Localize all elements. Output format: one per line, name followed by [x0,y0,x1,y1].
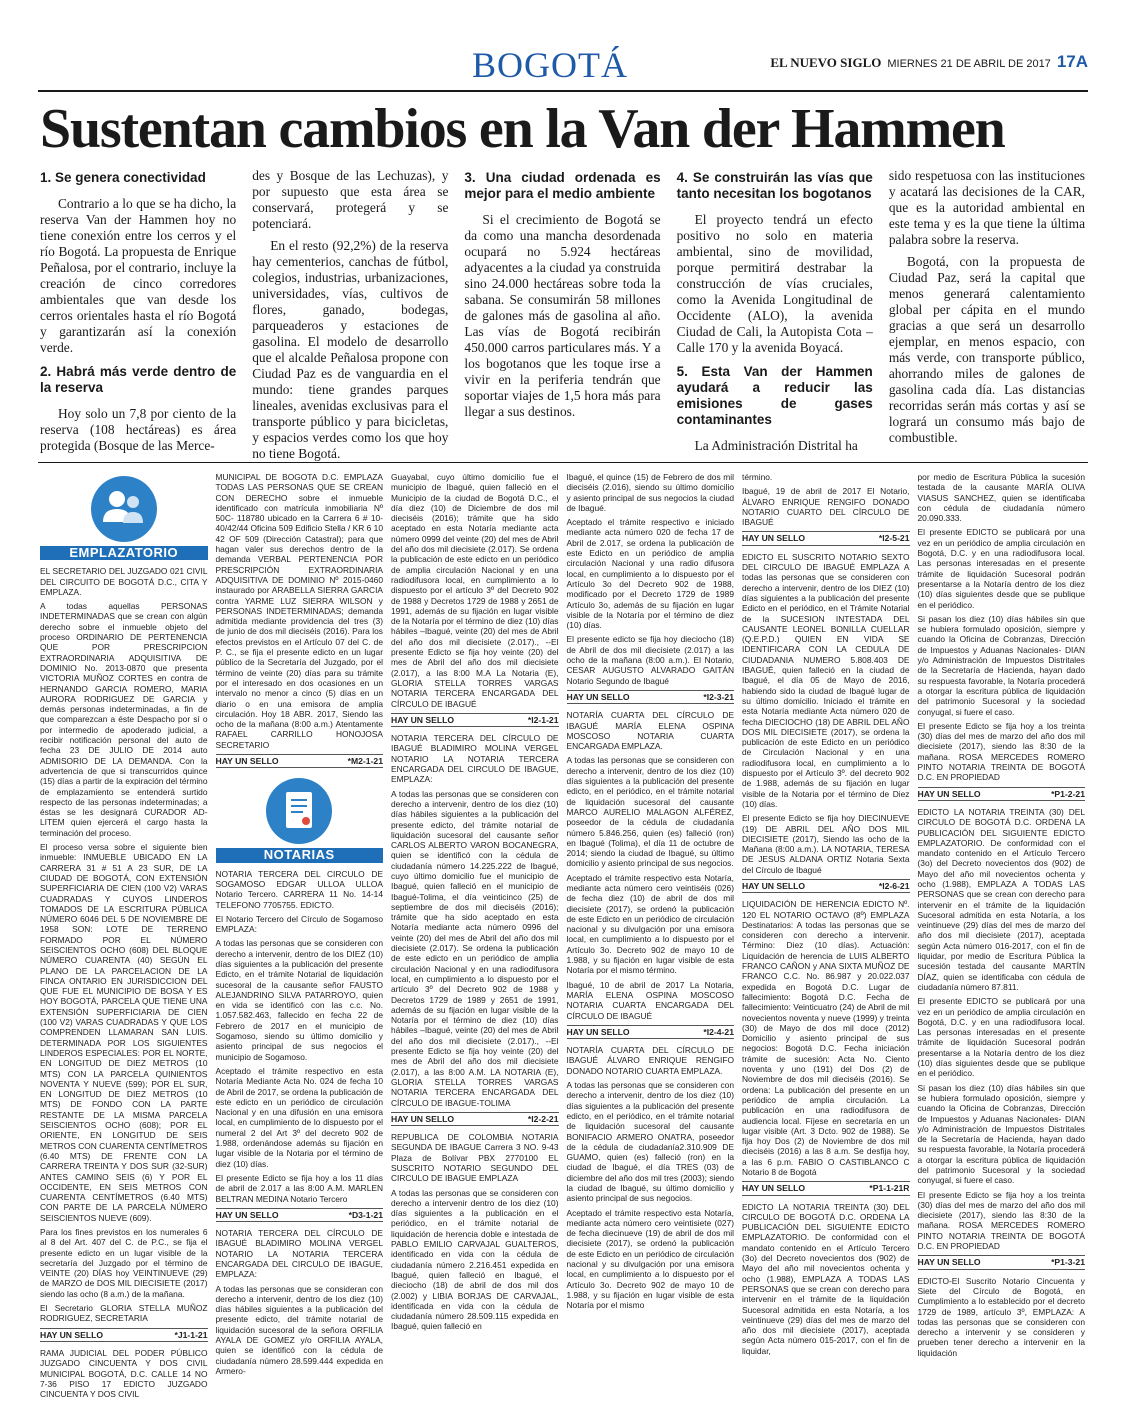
notice-text: NOTARÍA CUARTA DEL CÍRCULO DE IBAGUÉ ÁLVARO ENRIQUE RENGIFO DONADO NOTARIO CUARTA EMPLAZA. [566,1045,734,1076]
notice-text: NOTARIA TERCERA DEL CÍRCULO DE IBAGUÉ BLADIMIRO MOLINA VERGEL NOTARIO LA NOTARIA TERCERA ENCARGADA DEL CIRCULO DE IBAGUE, EMPLAZA: [215,1228,383,1280]
notice-text: A todas las personas que se consideren con derecho a intervenir dentro de los diez (10) días siguientes a la publicación en el periódico, en el trámite notarial de liquidación de herencia doble e intestada de PABLO EMILIO CARVAJAL GUALTEROS, identificado en vida con la cédula de ciudadanía número 2.216.451 expedida en Ibagué, quien falleció en Ibagué, el dieciocho (18) de abril de dos mil dos (2.002) y LIBIA BORJAS DE CARVAJAL, identificada en vida con la cédula de ciudadanía número 28.509.115 expedida en Ibagué, quien falleció en [391,1187,559,1332]
notice-text: NOTARIA TERCERA DEL CÍRCULO DE IBAGUÉ BLADIMIRO MOLINA VERGEL NOTARIO LA NOTARIA TERCERA ENCARGADA DEL CIRCULO DE IBAGUE, EMPLAZA: [391,733,559,785]
notice-text: Si pasan los diez (10) días hábiles sin que se hubiera formulado oposición, siempre y cuando la Oficina de Cobranzas, Dirección de Impuestos y Aduanas Nacionales- DIAN y/o Administración de Impuestos Distritales de la Secretaría de Hacienda, hayan dado su respuesta favorable, la Notaría procederá a otorgar la escritura pública de liquidación del patrimonio Sucesoral y la sociedad conyugal, si fuere el caso. [917,613,1085,717]
notice-text: A todas las personas que se consideren con derecho a intervenir, dentro de los diez (10) días hábiles siguientes a la publicación del presente edicto, del trámite notarial de liquidación sucesoral del causante señor CARLOS ALBERTO VARON BOCANEGRA, quien se identificó con la cédula de ciudadanía número 14.225.222 de Ibagué, cuyo último domicilio fue el municipio de Ibagué, quien falleció en el municipio de Ibagué-Tolima, el día veinticinco (25) de septiembre de dos mil dieciséis (2016); trámite que ha sido aceptado en esta Notaría mediante acta número 0996 del veinte (20) del mes de Abril del año dos mil diecisiete (2.017). Se ordena la publicación de este edicto en un periódico de amplia circulación Nacional y en una radiodifusora local, en cumplimiento a lo dispuesto por el artículo 3º del Decreto 902 de 1988 y Decretos 1729 de 1989 y 2651 de 1991, además de su fijación en lugar visible de la Notaría por el término de diez (10) días hábiles –Ibagué, veinte (20) del mes de Abril del año dos mil diecisiete (2.017)., --El presente Edicto se fija hoy veinte (20) del mes de Abril del año dos mil diecisiete (2.017), a las 8:00 A.M. LA NOTARIA (E), GLORIA STELLA TORRES VARGAS NOTARIA TERCERA ENCARGADA DEL CÍRCULO DE IBAGUE-TOLIMA [391,788,559,1108]
notice-code: *M2-1-21 [347,756,383,767]
notice-text: NOTARIA TERCERA DEL CIRCULO DE SOGAMOSO EDGAR ULLOA ULLOA Notario Tercero. CARRERA 11 No. 14-14 TELEFONO 7705755. EDICTO. [215,868,383,910]
section-title: BOGOTÁ [472,45,628,85]
notice-text: Ibagué, el quince (15) de Febrero de dos mil dieciséis (2.016), siendo su último domicilio y asiento principal de sus negocios la ciudad de Ibagué. [566,472,734,513]
emplazatorio-badge [40,472,208,560]
notice-code: *P1-1-21R [869,1183,910,1194]
notice-text: LIQUIDACIÓN DE HERENCIA EDICTO Nº. 120 EL NOTARIO OCTAVO (8º) EMPLAZA Destinatarios: A todas las personas que se consideren con derecho a intervenir. Término: Diez (10 días). Actuación: Liquidación de herencia de LUIS ALBERTO FRANCO CAÑON y ANA SIXTA MUÑOZ DE FRANCO C.C. No. 86.987 y 20.022.037 expedida en Bogotá D.C. Lugar de fallecimiento: Bogotá D.C. Fecha de fallecimiento: Veinticuatro (24) de Abril de mil novecientos noventa y nueve (1999) y treinta (30) de Mayo de dos mil doce (2012) Domicilio y asiento principal de sus negocios: Bogotá D.C. Fecha iniciación trámite de sucesión: Acta No. Ciento noventa y uno (191) del Dos (2) de Noviembre de dos mil dieciséis (2016). Se ordena: La publicación del presente en un periódico de amplia circulación. La publicación en una radiodifusora de audiencia local. Fíjese en secretaría en un lugar visible (Art. 3 Dcto. 902 de 1988). Se fija hoy Dos (2) de Noviembre de dos mil dieciséis (2016) a las 8 a.m. Se desfija hoy, a las 6 p.m. FABIO O CASTIBLANCO C Notario 8 de Bogotá [742,899,910,1177]
badge-label: EMPLAZATORIO [40,546,208,560]
paragraph: La Administración Distrital ha [694,438,858,453]
notices-column-3 [391,472,559,1400]
issue-date: MIERNES 21 DE ABRIL DE 2017 [887,58,1051,70]
headline: Sustentan cambios en la Van der Hammen [40,98,1005,160]
subhead: 2. Habrá más verde dentro de la reserva [40,364,237,395]
seal-line [742,1181,910,1195]
notice-text: RAMA JUDICIAL DEL PODER PÚBLICO JUZGADO CINCUENTA Y DOS CIVIL MUNICIPAL BOGOTÁ, D.C. CALLE 14 NO 7-36 PISO 17 EDICTO JUZGADO CINCUENTA Y DOS CIVIL [40,1347,208,1400]
legal-notices [40,472,1085,1400]
notice-code: *P1-2-21 [1051,788,1085,799]
notice-text: Para los fines previstos en los numerales 6 al 8 del Art. 407 del C. de P.C., se fija el presente edicto en un lugar visible de la secretaría del Juzgado por el término de VEINTE (20) DÍAS hoy VEINTINUEVE (29) de MARZO de DOS MIL DIECISIETE (2017) siendo las ocho (8 a.m.) de la mañana. [40,1227,208,1299]
seal-label: HAY UN SELLO [742,880,806,891]
notice-text: A todas las personas que se consideran con derecho a intervenir, dentro de los diez (10) días hábiles siguientes a la publicación del presente edicto, del trámite notarial de liquidación sucesoral de la señora ORFILIA AYALA DE GOMEZ y/o ORFILIA AYALA, quien se identificó con la cédula de ciudadanía número 28.599.444 expedida en Armero- [215,1283,383,1376]
notice-code: *I2-1-21 [527,714,559,725]
subhead: 3. Una ciudad ordenada es mejor para el medio ambiente [464,170,661,201]
seal-line [742,531,910,545]
notice-text: El Notario Tercero del Círculo de Sogamoso EMPLAZA: [215,913,383,935]
notice-text: A todas las personas que se consideren con derecho a intervenir, dentro de los diez (10) días siguientes a la publicación del presente edicto, en el periódico, en el trámite notarial de liquidación sucesoral del causante BONIFACIO ARMERO ONATRA, poseedor de la cédula de ciudadanía2.310.909 DE GUAMO, quien (es) falleció (ron) en la ciudad de Ibagué, el día TRES (03) de diciembre del año dos mil tres (2003); siendo la ciudad de Ibagué, su último domicilio y asiento principal de sus negocios. [566,1080,734,1204]
people-icon [91,476,157,542]
notice-code: *I2-4-21 [703,1026,734,1037]
notice-text: término. [742,472,773,482]
notice-code: *I2-2-21 [527,1113,559,1124]
article-body [40,168,1086,461]
seal-label: HAY UN SELLO [917,1257,981,1268]
notice-code: *P1-3-21 [1051,1257,1085,1268]
notice-code: *I2-3-21 [703,691,734,702]
seal-label: HAY UN SELLO [742,1183,806,1194]
notices-column-6 [918,472,1086,1400]
notice-text: REPUBLICA DE COLOMBIA NOTARIA SEGUNDA DE IBAGUE Carrera 3 NO. 9-43 Plaza de Bolívar PBX 2770100 EL SUSCRITO NOTARIO SEGUNDO DEL CIRCULO DE IBAGUE EMPLAZA [391,1132,559,1184]
paragraph: Hoy solo un 7,8 por ciento de la reserva (108 hectáreas) es área protegida (Bosque de las Merce- [40,406,237,453]
masthead [38,44,1088,88]
notice-text: El Secretario GLORIA STELLA MUÑOZ RODRIGUEZ, SECRETARIA [40,1303,208,1324]
seal-line [391,1112,559,1126]
notice-text: El presente Edicto se fija hoy a los treinta (30) días del mes de marzo del año dos mil diecisiete (2017), siendo las 8:30 de la mañana. ROSA MERCEDES ROMERO PINTO NOTARIA TREINTA DE BOGOTÁ D.C. EN PROPIEDAD [917,720,1085,783]
notice-code: *D3-1-21 [348,1209,383,1220]
notices-column-4 [567,472,735,1400]
paragraph: Si el crecimiento de Bogotá se da como una mancha desordenada ocupará no 5.924 hectáreas adyacentes a la ciudad ya construida sino 24.000 hectáreas sobre toda la sabana. Se consumirán 58 millones de galones más de gasolina al año. Las vías de Bogotá recibirán 450.000 carros particulares más. Y a los bogotanos que les toque irse a vivir en la periferia tendrán que soportar viajes de 1,5 hora más para llegar a sus destinos. [464,212,661,419]
notice-text: NOTARÍA CUARTA DEL CÍRCULO DE IBAGUÉ MARÍA ELENA OSPINA MOSCOSO NOTARIA CUARTA ENCARGADA EMPLAZA. [566,710,734,752]
paragraph: des y Bosque de las Lechuzas), y por supuesto que esta área se conservará, protegerá y se potenciará. [252,168,449,231]
badge-label: NOTARIAS [216,848,384,862]
notices-column-2 [216,472,384,1400]
badge-art [216,774,384,848]
seal-label: HAY UN SELLO [215,1209,279,1220]
paragraph: Bogotá, con la propuesta de Ciudad Paz, será la capital que menos generará calentamiento global per cápita en el mundo gracias a que será un desarrollo ejemplar, en menos espacio, con más verde, con transporte público, ahorrando miles de galones de gasolina cada día. Las distancias recorridas serán más cortas y así se logrará un consumo más bajo de combustible. [888,254,1086,445]
notice-text: El presente EDICTO se publicará por una vez en un periódico de amplia circulación en Bogotá, D.C. y en una radiodifusora local. Las personas interesadas en el presente trámite de liquidación Sucesoral podrán presentarse a la Notaría dentro de los diez (10) días siguientes desde que se publique en el periódico. [917,527,1085,610]
notice-text: Aceptado el trámite respectivo en esta Notaría Mediante Acta No. 024 de fecha 10 de Abril de 2017, se ordena la publicación de este edicto en un periódico de circulación Nacional y en una difusión en una emisora local, en cumplimiento de lo dispuesto por el numeral 2 del Art 3º del decreto 902 de 1.988, ordenándose además su fijación en lugar visible de la Notaria por el término de diez (10) días. [215,1065,383,1169]
notice-code: *J1-1-21 [174,1329,208,1340]
badge-art [40,472,208,546]
seal-line [216,754,384,768]
seal-label: HAY UN SELLO [40,1329,104,1340]
subhead: 1. Se genera conectividad [40,170,206,185]
seal-line [918,1255,1086,1269]
paragraph: Contrario a lo que se ha dicho, la reserva Van der Hammen hoy no tiene conexión entre los cerros y el río Bogotá. La propuesta de Enrique Peñalosa, por el contrario, incluye la creación de cinco corredores ambientales que van desde los cerros orientales hasta el río Bogotá y garantizarán así la conexión verde. [40,196,237,355]
seal-label: HAY UN SELLO [566,1026,630,1037]
notice-text: EDICTO EL SUSCRITO NOTARIO SEXTO DEL CIRCULO DE IBAGUÉ EMPLAZA A todas las personas que se consideren con derecho a intervenir, dentro de los DIEZ (10) días siguientes a la publicación del presente Edicto en el periódico, en el Trámite Notarial de la SUCESION INTESTADA DEL CAUSANTE LEONEL BONILLA CUELLAR (Q.E.P.D.) QUIEN EN VIDA SE IDENTIFICARA CON LA CEDULA DE CIUDADANIA NUMERO 5.808.403 DE IBAGUÉ, quien falleció en la ciudad de Ibagué, el día 05 de Mayo de 2016, habiendo sido la ciudad de Ibagué lugar de su último domicilio. Iniciado el trámite en esta Notaría mediante Acta número 020 de fecha DIECIOCHO (18) DE ABRIL DEL AÑO DOS MIL DIECISIETE (2017), se ordena la publicación de este Edicto en un periódico de Circulación Nacional y en una radiodifusora local, en cumplimiento a lo dispuesto por el Artículo 3º. del decreto 902 de 1.988, además de su fijación en lugar visible de la Notaria por el término de Diez (10) días. [742,551,910,809]
paragraph: En el resto (92,2%) de la reserva hay cementerios, canchas de fútbol, colegios, industrias, urbanizaciones, universidades, vías, cultivos de flores, ganado, bodegas, parqueaderos y estaciones de gasolina. El modelo de desarrollo que el alcalde Peñalosa propone con Ciudad Paz es de vanguardia en el mundo: tiene grandes parques lineales, avenidas exclusivas para el transporte público y para bicicletas, y espacios verdes como los que hoy no tiene Bogotá. [252,238,449,461]
notice-text: Ibagué, 10 de abril de 2017 La Notaria, MARÍA ELENA OSPINA MOSCOSO NOTARIA CUARTA ENCARGADA DEL CÍRCULO DE IBAGUÉ [566,979,734,1021]
notice-text: por medio de Escritura Pública la sucesión testada de la causante MARÍA OLIVA VIASUS SANCHEZ, quien se identificaba con cédula de ciudadanía número 20.090.333. [917,472,1085,524]
notice-text: A todas aquellas PERSONAS INDETERMINADAS que se crean con algún derecho sobre el inmueble objeto del proceso ORDINARIO DE PERTENENCIA QUE POR PRESCRIPCION EXTRAORDINARIA ADQUISITIVA DE DOMINIO No. 2013-0870 que presenta VICTORIA MUÑOZ CORTES en contra de HERNANDO GARCIA ROMERO, MARIA AURORA RODRIGUEZ DE GARCIA y demás personas indeterminadas, a fin de que comparezcan a éste Despacho por sí o por intermedio de apoderado judicial, a recibir notificación personal del auto de fecha 23 DE JULIO DE 2014 auto ADMISORIO DE LA DEMANDA. Con la advertencia de que si transcurridos quince (15) días a partir de la expiración del término de emplazamiento se entenderá surtido respecto de las personas indeterminadas; a éstas se les designará CURADOR AD-LITEM quien ejercerá el cargo hasta la terminación del proceso. [40,601,208,838]
notice-text: EDICTO-El Suscrito Notario Cincuenta y Siete del Círculo de Bogotá, en Cumplimiento a lo establecido por el decreto 1729 de 1989, artículo 3º, EMPLAZA: A todas las personas que se consideren con derecho a intervenir y se consideren y prueben tener derecho a intervenir en la liquidación [917,1275,1085,1358]
notice-text: Guayabal, cuyo último domicilio fue el municipio de Ibagué, quien falleció en el Municipio de la ciudad de Bogotá D.C., el día diez (10) de Diciembre de dos mil dieciséis (2016); trámite que ha sido aceptado en esta Notaría mediante acta número 0999 del veinte (20) del mes de Abril del año dos mil diecisiete (2.017). Se ordena la publicación de este edicto en un periódico de amplia circulación Nacional y en una radiodifusora local, en cumplimiento a lo dispuesto por el artículo 3º del Decreto 902 de 1988 y Decretos 1729 de 1988 y 2651 de 1991, además de su fijación en lugar visible de la Notaría por el término de diez (10) días hábiles –Ibagué, veinte (20) del mes de Abril del año dos mil diecisiete (2.017)., --El presente Edicto se fija hoy veinte (20) del mes de Abril del año dos mil diecisiete (2.017), a las 8:00 M.A La Notaria (E), GLORIA STELLA TORRES VARGAS NOTARIA TERCERA ENCARGADA DEL CÍRCULO DE IBAGUÉ [391,472,559,709]
notice-text: El presente Edicto se fija hoy a los 11 días de abril de 2.017 a las 8:00 A.M. MARLEN BELTRAN MEDINA Notario Tercero [215,1172,383,1204]
notice-text: MUNICIPAL DE BOGOTA D.C. EMPLAZA TODAS LAS PERSONAS QUE SE CREAN CON DERECHO sobre el inmueble identificado con matrícula inmobiliaria Nº 50C- 118780 ubicado en la Carrera 6 # 10-40/42/44 Oficina 509 Edificio Stella / KR 6 10 42 OF 509 (Dirección Catastral); para que hagan valer sus derechos dentro de la demanda VERBAL PERTENENCIA POR PRESCRIPCIÓN EXTRAORDINARIA ADQUISITIVA DE DOMINIO Nº 2015-0460 instaurado por ARABELLA SIERRA GARCIA contra YARME LUZ SIERRA WILSON y PERSONAS INDETERMINADAS; demanda admitida mediante providencia del tres (3) de junio de dos mil dieciséis (2016). Para los efectos previstos en el Artículo 07 del C. de P. C., se fija el presente edicto en un lugar público de la Secretaría del Juzgado, por el término de veinte (20) días para su trámite por el interesado en dos ocasiones en un intervalo no menor a cinco (5) días en un diario o en una emisora de amplia circulación. Hoy 18 ABR. 2017, Siendo las ocho de la mañana (8:00 a.m.) Atentamente RAFAEL CARRILLO HONOJOSA SECRETARIO [215,472,383,750]
section-divider [38,462,1088,463]
paragraph: El proyecto tendrá un efecto positivo no solo en materia ambiental, sino de movilidad, porque permitirá destrabar la construcción de vías cruciales, como la Avenida Longitudinal de Occidente (ALO), la avenida Ciudad de Cali, la Autopista Cota – Calle 170 y la avenida Boyacá. [676,212,873,355]
seal-label: HAY UN SELLO [742,533,806,544]
paper-info [770,52,1088,72]
notice-text: Aceptado el trámite respectivo esta Notaría, mediante acta número cero veintisiete (027) de fecha diecinueve (19) de abril de dos mil diecisiete (2017), se ordenó la publicación de este Edicto en un periódico de circulación nacional y su divulgación por una emisora local, en cumplimiento a lo dispuesto por el Artículo 3o. Decreto 902 de mayo 10 de 1.988, y su fijación en lugar visible de esta Notaría por el mismo [566,1207,734,1311]
notice-code: *I2-6-21 [878,880,910,891]
newspaper-name: EL NUEVO SIGLO [770,55,882,70]
page-number: 17A [1056,52,1088,71]
seal-label: HAY UN SELLO [391,1113,455,1124]
seal-line [567,1025,735,1039]
notice-text: Aceptado el trámite respectivo e iniciado mediante acta número 020 de fecha 17 de Abril de 2.017, se ordena la publicación de este Edicto en un periódico de amplia circulación Nacional y una radio difusora local, en cumplimiento a lo dispuesto por el Artículo 3o del Decreto 902 de 1988, modificado por el Decreto 1729 de 1989 Artículo 3o, además de su fijación en lugar visible de la Notaría por el término de diez (10) días. [566,517,734,631]
subhead: 5. Esta Van der Hammen ayudará a reducir las emisiones de gases contaminantes [676,364,873,427]
article-column-1 [40,168,236,453]
seal-line [40,1328,208,1342]
article-column-4 [677,168,873,453]
seal-line [742,879,910,893]
notices-column-1 [40,472,208,1400]
seal-line [918,787,1086,801]
seal-label: HAY UN SELLO [391,714,455,725]
subhead: 4. Se construirán las vías que tanto necesitan los bogotanos [676,170,873,201]
notice-text: A todas las personas que se consideren con derecho a intervenir, dentro de los DIEZ (10) días siguientes a la publicación del presente Edicto, en el trámite Notarial de liquidación sucesoral de la causante señor FAUSTO ALEJANDRINO SILVA PATARROYO, quien en vida se identificó con las c.c. No. 1.057.582.463, fallecido en fecha 22 de Febrero de 2017 en el municipio de Sogamoso, siendo su último domicilio y asiento principal de sus negocios el municipio de Sogamoso. [215,938,383,1062]
paragraph: sido respetuosa con las instituciones y acatará las decisiones de la CAR, que es la autoridad ambiental en este tema y es la que tiene la última palabra sobre la reserva. [888,168,1086,247]
seal-line [567,690,735,704]
notarias-badge [216,774,384,862]
notice-text: Ibagué, 19 de abril de 2017 El Notario, ÁLVARO ENRIQUE RENGIFO DONADO NOTARIO CUARTO DEL CÍRCULO DE IBAGUÉ [742,486,910,528]
seal-line [391,713,559,727]
seal-line [216,1208,384,1222]
notices-column-5 [742,472,910,1400]
notice-text: EDICTO LA NOTARIA TREINTA (30) DEL CIRCULO DE BOGOTÁ D.C. ORDENA LA PUBLICACIÓN DEL SIGUIENTE EDICTO EMPLAZATORIO. De conformidad con el mandato contenido en el Artículo Tercero (3o) del Decreto novecientos dos (902) de Mayo del año mil novecientos ochenta y ocho (1.988), EMPLAZA A TODAS LAS PERSONAS que se crean con derecho para intervenir en el trámite de la liquidación Sucesoral admitida en esta Notaría, a los veintinueve (29) días del mes de marzo del año dos mil diecisiete (2017), aceptada según Acta número 015-2017, con el fin de liquidar, [742,1201,910,1356]
notice-text: El proceso versa sobre el siguiente bien inmueble: INMUEBLE UBICADO EN LA CARRERA 31 # 51 A 23 SUR, DE LA CIUDAD DE BOGOTÁ, CON EXTENSIÓN SUPERFICIARIA DE CIEN (100 V2) VARAS CUADRADAS Y CUYOS LINDEROS TOMADOS DE LA ESCRITURA PÚBLICA NÚMERO 6046 DEL 5 DE NOVIEMBRE DE 1958 SON: LOTE DE TERRENO FORMADO POR EL NÚMERO SEISCIENTOS OCHO (608) DEL BLOQUE NÚMERO CUARENTA (40) SEGÚN EL PLANO DE LA PARCELACION DE LA FINCA ONTARIO EN JURISDICCION DEL QUE FUE EL MUNICIPIO DE BOSA Y ES HOY BOGOTÁ, PARCELA QUE TIENE UNA EXTENSIÓN SUPERFICIARIA DE CIEN (100 V2) VARAS CUADRADAS Y QUE LOS COMPRENDEN LLAMARAN SAN LUIS. DETERMINADA POR LOS SIGUIENTES LINDEROS ESPECIALES: POR EL NORTE, EN LONGITUD DE DIEZ METROS (10 MTS) CON LA PARCELA QUINIENTOS NOVENTA Y NUEVE (599); POR EL SUR, EN LONGITUD DE DIEZ METROS (10 MTS) DE FONDO CON LA PARTE RESTANTE DE LA MISMA PARCELA SEISCIENTOS OCHO (608); POR EL ORIENTE, EN LONGITUD DE SEIS METROS CON CUARENTA CENTÍMETROS (6.40 MTS) DE FRENTE CON LA CARRERA TREINTA Y DOS SUR (32-SUR) ANTES CAMINO SEIS (6) Y POR EL OCCIDENTE, EN SEIS METROS CON CUARENTA CENTÍMETROS (6.40 MTS) CON PARTE DE LA PARCELA NÚMERO SEISCIENTOS NUEVE (609). [40,842,208,1223]
notice-text: EDICTO LA NOTARIA TREINTA (30) DEL CIRCULO DE BOGOTÁ D.C. ORDENA LA PUBLICACIÓN DEL SIGUIENTE EDICTO EMPLAZATORIO. De conformidad con el mandato contenido en el Artículo Tercero (3o) del Decreto novecientos dos (902) de Mayo del año mil novecientos ochenta y ocho (1.988), EMPLAZA A TODAS LAS PERSONAS que se crean con derecho para intervenir en el trámite de la liquidación Sucesoral admitida en esta Notaría, a los veintinueve (29) días del mes de marzo del año dos mil diecisiete (2017), aceptada según Acta número 016-2017, con el fin de liquidar, por medio de Escritura Pública la sucesión testada del causante MARTÍN DÍAZ, quien se identificaba con cédula de ciudadanía número 87.811. [917,806,1085,992]
notice-text: Aceptado el trámite respectivo esta Notaría, mediante acta número cero veintiséis (026) de fecha diez (10) de abril de dos mil diecisiete (2017), se ordenó la publicación de este Edicto en un periódico de circulación nacional y su divulgación por una emisora local, en cumplimiento a lo dispuesto por el Artículo 3o. Decreto 902 de mayo 10 de 1.988, y su fijación en lugar visible de esta Notaría por el mismo término. [566,872,734,976]
notice-text: El presente Edicto se fija hoy DIECINUEVE (19) DE ABRIL DEL AÑO DOS MIL DIECISIETE (2017), Siendo las ocho de la Mañana (8:00 a.m.). LA NOTARIA, TERESA DE JESUS ALDANA ORTIZ Notaria Sexta del Círculo de Ibagué [742,813,910,875]
notice-text: A todas las personas que se consideren con derecho a intervenir, dentro de los diez (10) días siguientes a la publicación del presente edicto, en el periódico, en el trámite notarial de liquidación sucesoral del causante MARCO AURELIO MALAGON ALFÉREZ, poseedor de la cédula de ciudadanía número 5.846.256, quien (es) falleció (ron) en Ibagué (Tolima), el día 11 de octubre de 2014; siendo la ciudad de Ibagué, su último domicilio y asiento principal de sus negocios. [566,755,734,869]
notice-text: El presente Edicto se fija hoy a los treinta (30) días del mes de marzo del año dos mil diecisiete (2017), siendo las 8:30 de la mañana. ROSA MERCEDES ROMERO PINTO NOTARIA TREINTA DE BOGOTÁ D.C. EN PROPIEDAD [917,1189,1085,1252]
document-icon [266,778,332,844]
notice-text: Si pasan los diez (10) días hábiles sin que se hubiera formulado oposición, siempre y cuando la Oficina de Cobranzas, Dirección de Impuestos y Aduanas Nacionales- DIAN y/o Administración de Impuestos Distritales de la Secretaría de Hacienda, hayan dado su respuesta favorable, la Notaría procederá a otorgar la escritura pública de liquidación del patrimonio Sucesoral y la sociedad conyugal, si fuere el caso. [917,1082,1085,1186]
notice-text: El presente edicto se fija hoy dieciocho (18) de Abril de dos mil diecisiete (2.017) a las ocho de la mañana (8:00 a.m.). El Notario, CESAR AUGUSTO ALVARADO GAITÁN Notario Segundo de Ibagué [566,634,734,686]
notice-text: El presente EDICTO se publicará por una vez en un periódico de amplia circulación en Bogotá, D.C. y en una radiodifusora local. Las personas interesadas en el presente trámite de liquidación Sucesoral podrán presentarse a la Notaría dentro de los diez (10) días siguientes desde que se publique en el periódico. [917,996,1085,1079]
article-column-3 [464,168,660,453]
seal-label: HAY UN SELLO [917,788,981,799]
notice-text: EL SECRETARIO DEL JUZGADO 021 CIVIL DEL CIRCUITO DE BOGOTÁ D.C., CITA Y EMPLAZA. [40,566,208,597]
seal-label: HAY UN SELLO [215,756,279,767]
seal-label: HAY UN SELLO [566,691,630,702]
article-column-2 [252,168,449,461]
notice-code: *I2-5-21 [878,533,910,544]
masthead-rule [38,90,1088,92]
article-column-5 [889,168,1085,453]
